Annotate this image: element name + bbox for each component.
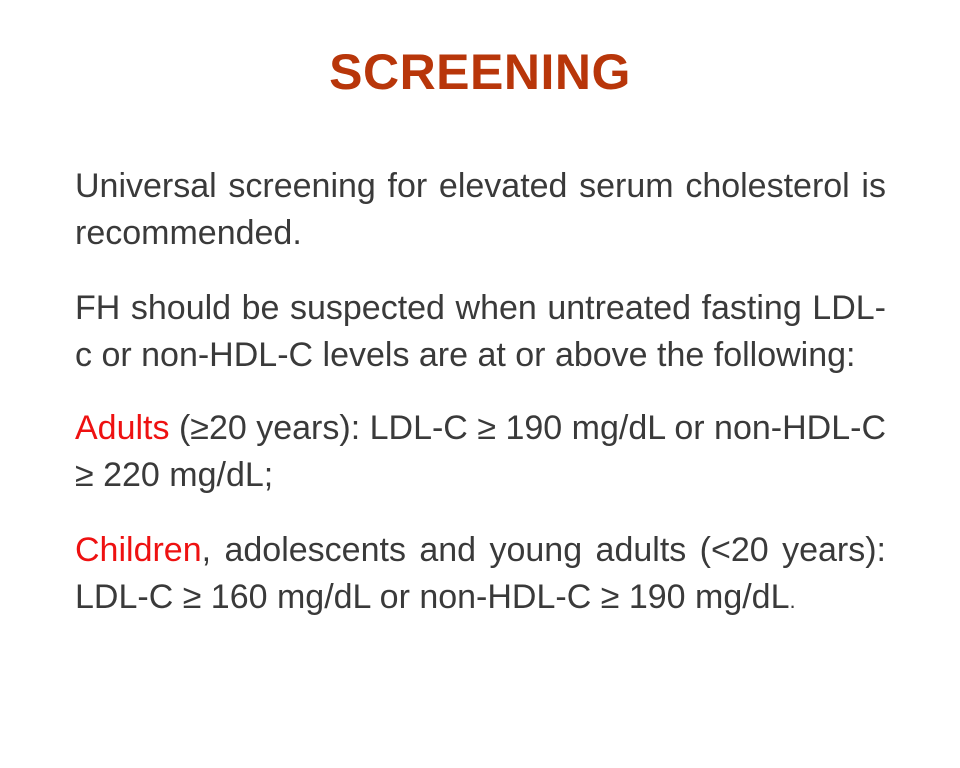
highlight-children: Children — [75, 531, 202, 569]
paragraph-text: (≥20 years): LDL-C ≥ 190 mg/dL or non-HDL-C ≥ 220 mg/dL; — [75, 409, 886, 494]
slide-title: SCREENING — [329, 44, 631, 100]
paragraph-universal-screening — [75, 163, 886, 257]
highlight-adults: Adults — [75, 409, 170, 447]
paragraph-adults — [75, 405, 886, 499]
paragraph-text: Universal screening for elevated serum cholesterol is recommended. — [75, 167, 886, 252]
paragraph-text: , adolescents and young adults (<20 years): LDL-C ≥ 160 mg/dL or non-HDL-C ≥ 190 mg/dL — [75, 531, 886, 616]
paragraph-fh-suspected — [75, 285, 886, 379]
slide-body — [75, 163, 886, 652]
paragraph-end-period: . — [789, 588, 796, 613]
paragraph-children — [75, 527, 886, 624]
paragraph-text: FH should be suspected when untreated fasting LDL-c or non-HDL-C levels are at or above the following: — [75, 289, 886, 374]
